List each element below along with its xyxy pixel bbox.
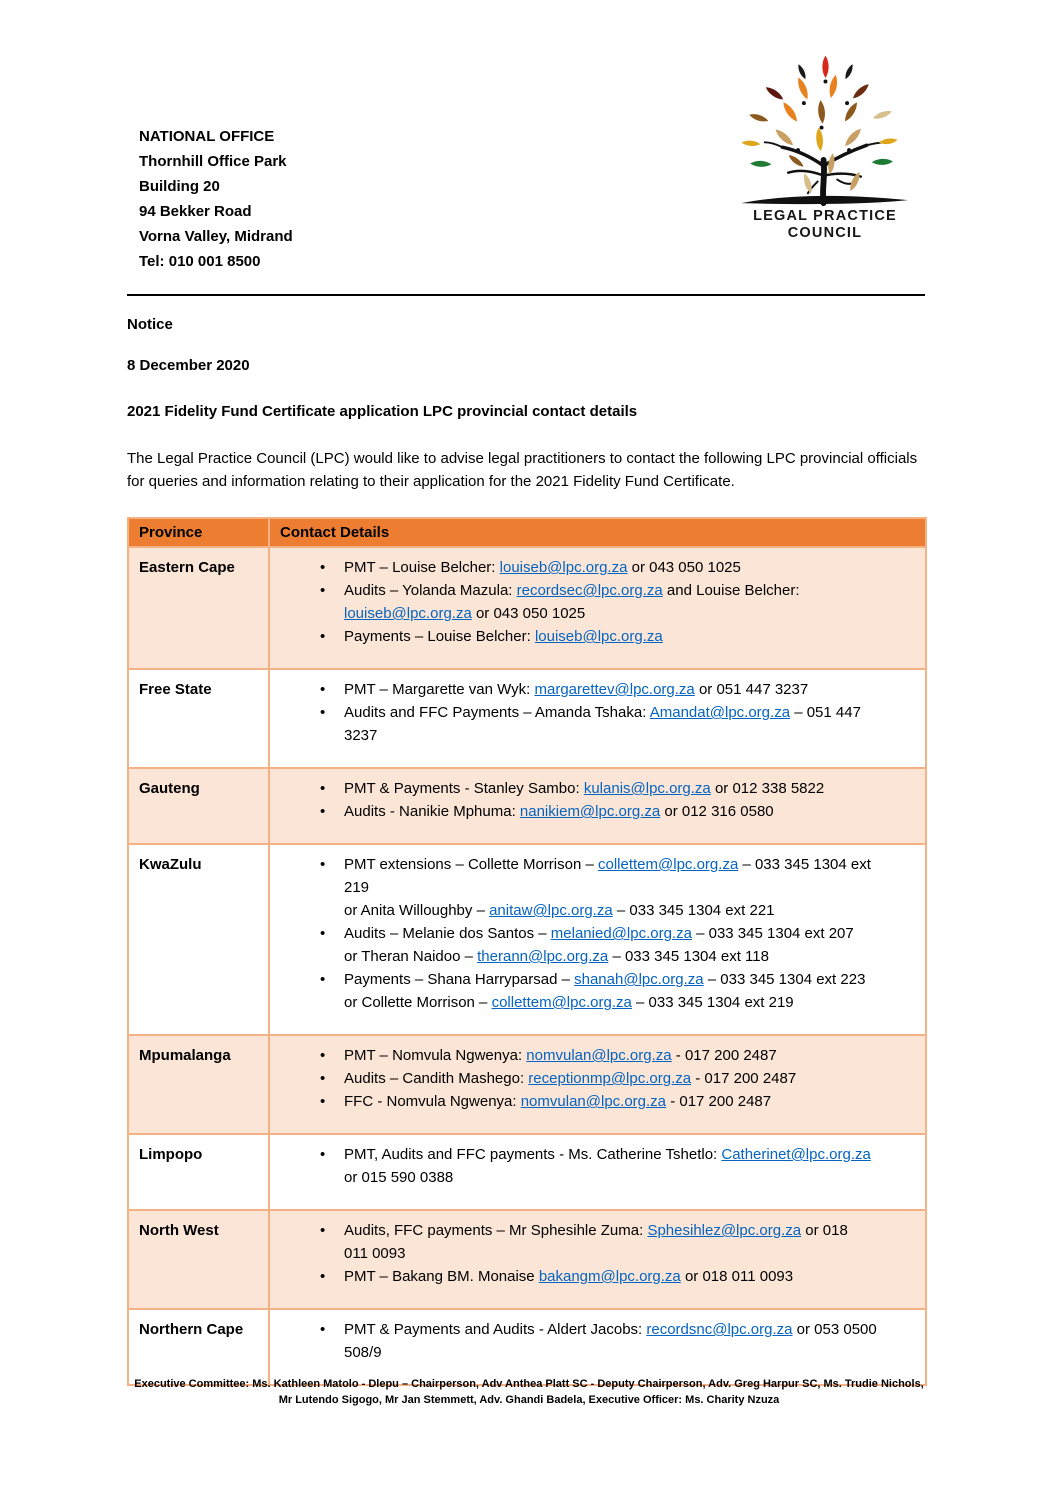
contact-cell [269,1134,926,1210]
province-cell: North West [128,1210,269,1309]
table-row [128,1134,926,1210]
contact-table [127,517,927,1386]
email-link[interactable]: bakangm@lpc.org.za [538,1268,681,1285]
column-header-province: Province [128,518,269,547]
contact-bullet: • PMT – Louise Belcher: louiseb@lpc.org.za or 043 050 1025 [314,556,915,579]
province-cell: Eastern Cape [128,547,269,669]
contact-bullet: • Payments – Shana Harryparsad – shanah@lpc.org.za – 033 345 1304 ext 223 or Collette Morrison – collettem@lpc.org.za – 033 345 1304 ext 219 [314,968,915,1014]
header-divider [127,294,925,296]
contact-cell [269,669,926,768]
province-cell: Gauteng [128,768,269,844]
address-line: NATIONAL OFFICE [139,128,275,145]
table-row [128,669,926,768]
footer-executive-committee [0,1376,1058,1408]
contact-bullet: • Payments – Louise Belcher: louiseb@lpc.org.za [314,625,915,648]
contact-bullet: • PMT – Nomvula Ngwenya: nomvulan@lpc.org.za - 017 200 2487 [314,1044,915,1067]
email-link[interactable]: Catherinet@lpc.org.za [721,1146,871,1163]
province-cell: Northern Cape [128,1309,269,1385]
table-row [128,547,926,669]
email-link[interactable]: louiseb@lpc.org.za [534,628,663,645]
table-row [128,1035,926,1134]
contact-bullet: • PMT & Payments and Audits - Aldert Jacobs: recordsnc@lpc.org.za or 053 0500 508/9 [314,1318,915,1364]
page-title: 2021 Fidelity Fund Certificate application LPC provincial contact details [127,403,638,420]
table-row [128,844,926,1035]
email-link[interactable]: nomvulan@lpc.org.za [520,1093,667,1110]
email-link[interactable]: recordsnc@lpc.org.za [646,1321,793,1338]
contact-bullet: • PMT – Bakang BM. Monaise bakangm@lpc.org.za or 018 011 0093 [314,1265,915,1288]
contact-table-body [128,547,926,1385]
address-block [139,124,293,274]
footer-line2: Mr Lutendo Sigogo, Mr Jan Stemmett, Adv. Ghandi Badela, Executive Officer: Ms. Charity Nzuza [278,1394,780,1406]
contact-bullet: • Audits, FFC payments – Mr Sphesihle Zuma: Sphesihlez@lpc.org.za or 018 011 0093 [314,1219,915,1265]
contact-cell [269,844,926,1035]
email-link[interactable]: nomvulan@lpc.org.za [526,1047,672,1064]
email-link[interactable]: Sphesihlez@lpc.org.za [647,1222,802,1239]
contact-cell [269,1309,926,1385]
email-link[interactable]: collettem@lpc.org.za [598,856,739,873]
lpc-logo [733,56,917,242]
table-row [128,768,926,844]
contact-bullet: • Audits and FFC Payments – Amanda Tshaka: Amandat@lpc.org.za – 051 447 3237 [314,701,915,747]
address-line: 94 Bekker Road [139,203,252,220]
intro-paragraph: The Legal Practice Council (LPC) would like to advise legal practitioners to contact the following LPC provincial officials for queries and information relating to their application for the 2021 Fidelity Fund Certificate. [127,450,918,490]
email-link[interactable]: louiseb@lpc.org.za [499,559,628,576]
contact-bullet: • FFC - Nomvula Ngwenya: nomvulan@lpc.org.za - 017 200 2487 [314,1090,915,1113]
email-link[interactable]: anitaw@lpc.org.za [489,902,613,919]
table-row [128,1210,926,1309]
table-header-row [128,518,926,547]
email-link[interactable]: kulanis@lpc.org.za [583,780,711,797]
email-link[interactable]: margarettev@lpc.org.za [534,681,695,698]
email-link[interactable]: collettem@lpc.org.za [491,994,632,1011]
logo-text-line2: COUNCIL [787,225,863,241]
province-cell: Free State [128,669,269,768]
email-link[interactable]: therann@lpc.org.za [477,948,609,965]
contact-bullet: • PMT extensions – Collette Morrison – collettem@lpc.org.za – 033 345 1304 ext 219 or Anita Willoughby – anitaw@lpc.org.za – 033 345 1304 ext 221 [314,853,915,922]
footer-line1: Executive Committee: Ms. Kathleen Matolo - Dlepu – Chairperson, Adv Anthea Platt SC - Deputy Chairperson, Adv. Greg Harpur SC, Ms. Trudie Nichols, [134,1378,924,1390]
email-link[interactable]: louiseb@lpc.org.za [344,605,472,622]
contact-cell [269,547,926,669]
notice-label: Notice [127,316,173,333]
contact-bullet: • PMT – Margarette van Wyk: margarettev@lpc.org.za or 051 447 3237 [314,678,915,701]
contact-bullet: • PMT & Payments - Stanley Sambo: kulanis@lpc.org.za or 012 338 5822 [314,777,915,800]
province-cell: KwaZulu [128,844,269,1035]
email-link[interactable]: shanah@lpc.org.za [574,971,704,988]
address-line: Vorna Valley, Midrand [139,228,293,245]
contact-bullet: • PMT, Audits and FFC payments - Ms. Catherine Tshetlo: Catherinet@lpc.org.za or 015 590 0388 [314,1143,915,1189]
email-link[interactable]: receptionmp@lpc.org.za [528,1070,692,1087]
table-row [128,1309,926,1385]
email-link[interactable]: Amandat@lpc.org.za [649,704,791,721]
email-link[interactable]: melanied@lpc.org.za [550,925,692,942]
address-line: Tel: 010 001 8500 [139,253,261,270]
province-cell: Limpopo [128,1134,269,1210]
email-link[interactable]: nanikiem@lpc.org.za [519,803,661,820]
lpc-logo-tree-icon [735,56,915,208]
address-line: Thornhill Office Park [139,153,287,170]
email-link[interactable]: recordsec@lpc.org.za [516,582,663,599]
address-line: Building 20 [139,178,220,195]
contact-cell [269,1035,926,1134]
contact-bullet: • Audits – Melanie dos Santos – melanied@lpc.org.za – 033 345 1304 ext 207 or Theran Naidoo – therann@lpc.org.za – 033 345 1304 ext 118 [314,922,915,968]
contact-cell [269,768,926,844]
contact-bullet: • Audits - Nanikie Mphuma: nanikiem@lpc.org.za or 012 316 0580 [314,800,915,823]
province-cell: Mpumalanga [128,1035,269,1134]
contact-bullet: • Audits – Yolanda Mazula: recordsec@lpc.org.za and Louise Belcher: louiseb@lpc.org.za or 043 050 1025 [314,579,915,625]
contact-bullet: • Audits – Candith Mashego: receptionmp@lpc.org.za - 017 200 2487 [314,1067,915,1090]
column-header-contact-details: Contact Details [269,518,926,547]
notice-date: 8 December 2020 [127,357,250,374]
contact-cell [269,1210,926,1309]
logo-text-line1: LEGAL PRACTICE [753,208,897,224]
